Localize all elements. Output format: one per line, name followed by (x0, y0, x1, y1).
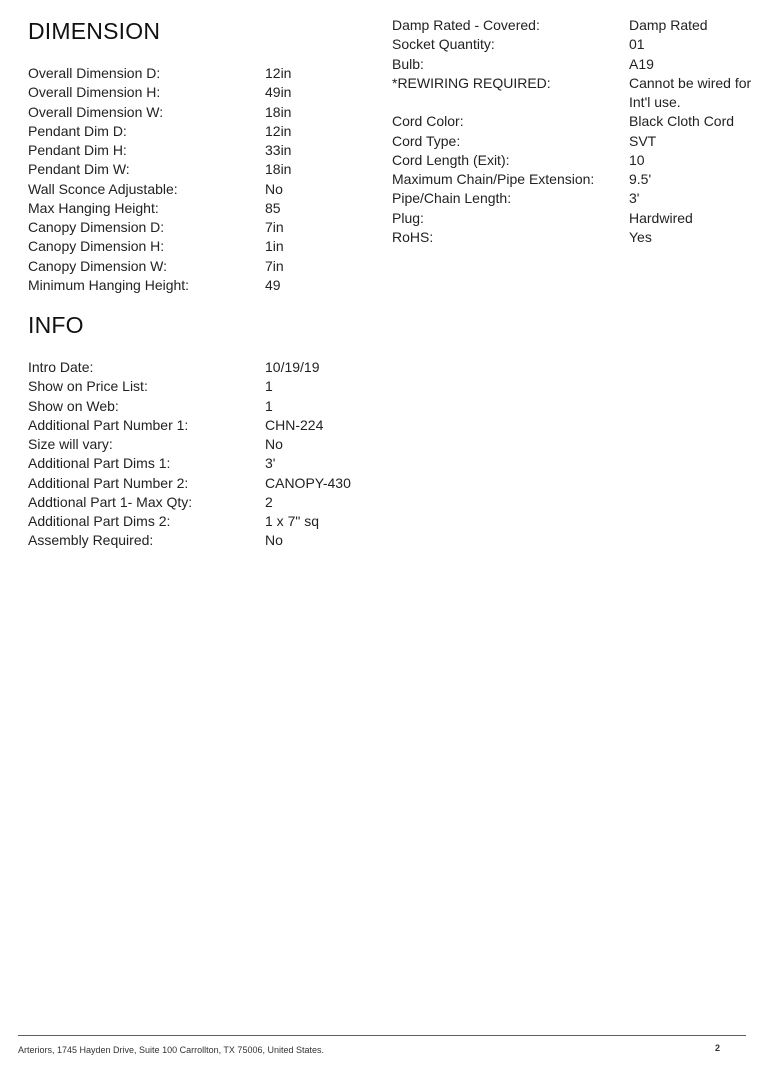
spec-value: 10 (629, 151, 645, 168)
spec-label: Overall Dimension W: (28, 103, 164, 120)
spec-label: Cord Type: (392, 132, 461, 149)
spec-row (28, 454, 368, 473)
spec-label: Show on Web: (28, 397, 119, 414)
spec-value: 12in (265, 65, 292, 81)
spec-row (28, 512, 368, 531)
spec-row (28, 257, 368, 276)
spec-value: 3' (629, 190, 640, 207)
spec-value: 1 (265, 397, 273, 414)
spec-value: Cannot be wired for Int'l use. (629, 74, 752, 110)
spec-value: 33in (265, 142, 292, 158)
spec-row (28, 199, 368, 218)
spec-value: 9.5' (629, 171, 652, 187)
spec-label: Additional Part Number 1: (28, 416, 189, 433)
spec-label: Maximum Chain/Pipe Extension: (392, 171, 595, 187)
spec-row (28, 141, 368, 160)
spec-row (28, 160, 368, 179)
spec-row (28, 64, 368, 83)
spec-value: 49 (265, 276, 281, 293)
spec-label: Pendant Dim H: (28, 142, 127, 158)
spec-value: A19 (629, 55, 654, 72)
spec-value: 01 (629, 36, 645, 53)
spec-label: RoHS: (392, 228, 434, 245)
spec-value: 7in (265, 219, 284, 235)
spec-row (392, 55, 752, 74)
spec-label: Pendant Dim W: (28, 161, 130, 178)
spec-label: Pendant Dim D: (28, 122, 127, 139)
spec-value: 49in (265, 84, 292, 101)
spec-label: Socket Quantity: (392, 36, 495, 53)
spec-row (28, 377, 368, 396)
spec-value: Yes (629, 228, 652, 245)
spec-value: Damp Rated (629, 17, 708, 33)
spec-label: Max Hanging Height: (28, 199, 159, 216)
dimension-list (28, 64, 368, 295)
spec-row (392, 132, 752, 151)
spec-value: 1 (265, 378, 273, 395)
spec-row (28, 276, 368, 295)
spec-value: Hardwired (629, 209, 693, 226)
spec-value: CHN-224 (265, 416, 324, 433)
page-number: 2 (715, 1043, 721, 1053)
spec-label: Plug: (392, 209, 424, 226)
dimension-heading: DIMENSION (28, 18, 161, 44)
spec-value: 85 (265, 199, 281, 216)
spec-row (392, 209, 752, 228)
spec-row (28, 237, 368, 256)
spec-row (392, 151, 752, 170)
spec-row (392, 35, 752, 54)
spec-row (28, 493, 368, 512)
spec-label: Canopy Dimension W: (28, 257, 168, 274)
spec-value: CANOPY-430 (265, 474, 351, 491)
spec-row (28, 531, 368, 550)
spec-value: 3' (265, 455, 276, 472)
right-column (392, 16, 752, 247)
spec-label: Assembly Required: (28, 532, 154, 549)
left-column (28, 14, 368, 551)
spec-row (28, 122, 368, 141)
footer-divider (18, 1035, 746, 1036)
spec-value: Black Cloth Cord (629, 113, 735, 130)
spec-label: Pipe/Chain Length: (392, 190, 512, 207)
spec-label: Overall Dimension D: (28, 65, 161, 81)
spec-label: Canopy Dimension D: (28, 219, 165, 235)
spec-label: Additional Part Dims 1: (28, 455, 171, 472)
spec-label: Canopy Dimension H: (28, 238, 165, 255)
spec-row (392, 74, 752, 113)
spec-value: 18in (265, 103, 292, 120)
spec-label: Addtional Part 1- Max Qty: (28, 493, 193, 510)
spec-row (28, 474, 368, 493)
spec-label: Cord Length (Exit): (392, 151, 510, 168)
spec-label: Show on Price List: (28, 378, 148, 395)
spec-label: Overall Dimension H: (28, 84, 161, 101)
spec-row (28, 180, 368, 199)
spec-label: Bulb: (392, 55, 424, 72)
spec-label: Size will vary: (28, 436, 113, 452)
spec-label: Intro Date: (28, 359, 94, 375)
spec-label: *REWIRING REQUIRED: (392, 74, 551, 91)
spec-row (392, 112, 752, 131)
spec-value: 12in (265, 122, 292, 139)
spec-value: 7in (265, 257, 284, 274)
spec-value: No (265, 180, 283, 197)
spec-row (28, 358, 368, 377)
spec-label: Additional Part Dims 2: (28, 513, 171, 529)
spec-row (392, 170, 752, 189)
spec-row (28, 218, 368, 237)
footer-address: Arteriors, 1745 Hayden Drive, Suite 100 Carrollton, TX 75006, United States. (18, 1045, 324, 1055)
spec-value: 1in (265, 238, 284, 255)
info-list (28, 358, 368, 551)
spec-row (392, 228, 752, 247)
spec-row (392, 189, 752, 208)
spec-label: Additional Part Number 2: (28, 474, 189, 491)
spec-row (392, 16, 752, 35)
spec-value: SVT (629, 132, 657, 149)
spec-row (28, 397, 368, 416)
spec-label: Minimum Hanging Height: (28, 276, 190, 293)
spec-value: 1 x 7" sq (265, 513, 319, 529)
spec-row (28, 435, 368, 454)
spec-value: 2 (265, 493, 273, 510)
spec-label: Damp Rated - Covered: (392, 17, 540, 33)
spec-value: 18in (265, 161, 292, 178)
spec-row (28, 103, 368, 122)
spec-label: Cord Color: (392, 113, 464, 130)
electrical-list (392, 16, 752, 247)
spec-value: No (265, 532, 283, 549)
spec-value: No (265, 436, 283, 452)
info-heading: INFO (28, 312, 84, 338)
spec-value: 10/19/19 (265, 359, 320, 375)
spec-label: Wall Sconce Adjustable: (28, 180, 178, 197)
spec-row (28, 83, 368, 102)
spec-row (28, 416, 368, 435)
